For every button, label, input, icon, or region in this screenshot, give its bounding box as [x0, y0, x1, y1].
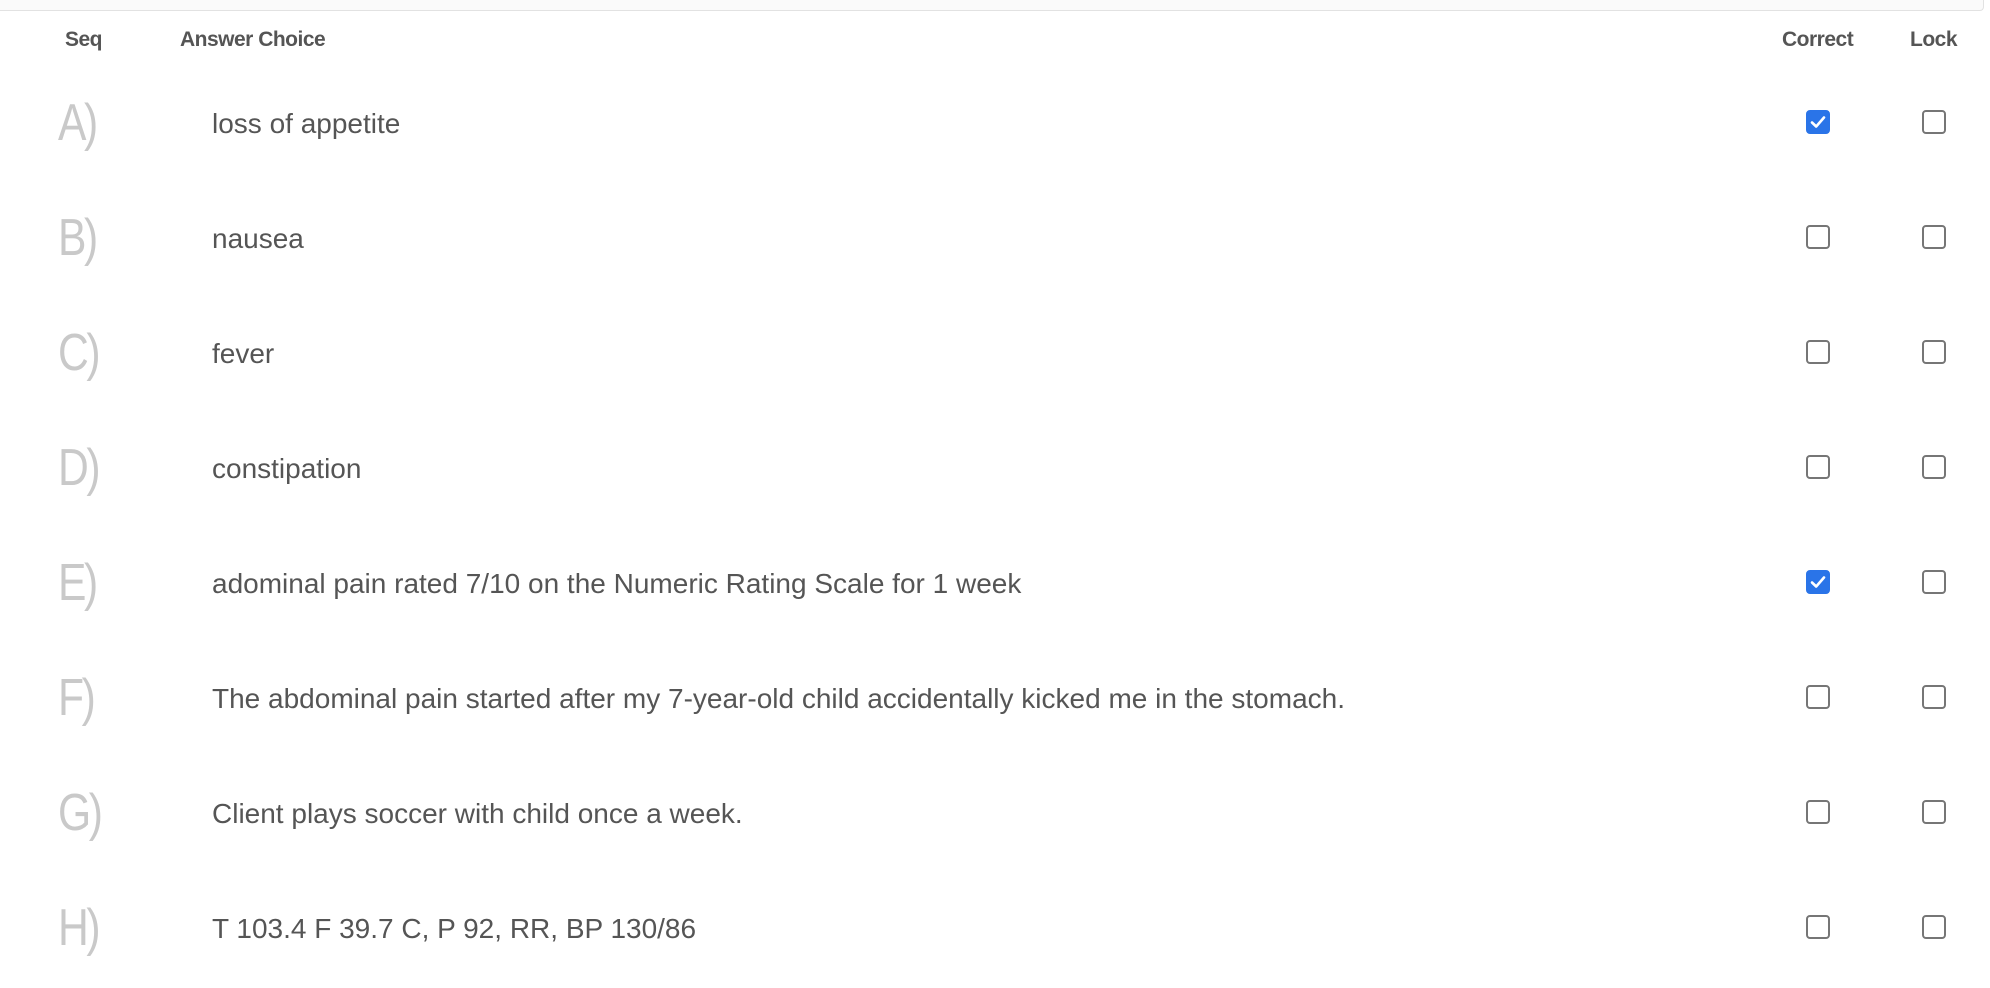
- answer-text: adominal pain rated 7/10 on the Numeric Rating Scale for 1 week: [212, 568, 1022, 599]
- header-correct: Correct: [1782, 28, 1854, 51]
- top-panel-edge: [0, 0, 1984, 11]
- table-row: [0, 66, 1990, 181]
- table-row: [0, 756, 1990, 871]
- answer-text: The abdominal pain started after my 7-year-old child accidentally kicked me in the stomach.: [212, 683, 1345, 714]
- lock-checkbox[interactable]: [1922, 685, 1946, 709]
- lock-checkbox[interactable]: [1922, 570, 1946, 594]
- table-row: [0, 411, 1990, 526]
- lock-checkbox[interactable]: [1922, 110, 1946, 134]
- correct-checkbox[interactable]: [1806, 225, 1830, 249]
- lock-checkbox[interactable]: [1922, 340, 1946, 364]
- answer-text: Client plays soccer with child once a week.: [212, 798, 743, 829]
- lock-checkbox[interactable]: [1922, 800, 1946, 824]
- correct-checkbox[interactable]: [1806, 915, 1830, 939]
- seq-label: H): [58, 899, 99, 957]
- lock-checkbox[interactable]: [1922, 915, 1946, 939]
- correct-checkbox[interactable]: [1806, 455, 1830, 479]
- answer-text: fever: [212, 338, 275, 369]
- header-answer-choice: Answer Choice: [180, 28, 326, 51]
- seq-label: G): [58, 784, 101, 842]
- seq-label: C): [58, 324, 99, 382]
- seq-label: B): [58, 209, 96, 267]
- header-lock: Lock: [1910, 28, 1958, 51]
- checkmark-icon: [1808, 572, 1828, 592]
- table-row: [0, 641, 1990, 756]
- table-row: [0, 871, 1990, 986]
- checkmark-icon: [1808, 112, 1828, 132]
- seq-label: E): [58, 554, 96, 612]
- lock-checkbox[interactable]: [1922, 225, 1946, 249]
- table-row: [0, 181, 1990, 296]
- seq-label: F): [58, 669, 94, 727]
- correct-checkbox[interactable]: [1806, 800, 1830, 824]
- correct-checkbox[interactable]: [1806, 685, 1830, 709]
- table-row: [0, 296, 1990, 411]
- correct-checkbox[interactable]: [1806, 570, 1830, 594]
- answer-text: nausea: [212, 223, 304, 254]
- lock-checkbox[interactable]: [1922, 455, 1946, 479]
- correct-checkbox[interactable]: [1806, 340, 1830, 364]
- table-row: [0, 526, 1990, 641]
- answer-text: loss of appetite: [212, 108, 401, 139]
- seq-label: A): [58, 94, 96, 152]
- correct-checkbox[interactable]: [1806, 110, 1830, 134]
- header-seq: Seq: [65, 28, 103, 51]
- answer-text: constipation: [212, 453, 362, 484]
- answer-text: T 103.4 F 39.7 C, P 92, RR, BP 130/86: [212, 913, 697, 944]
- seq-label: D): [58, 439, 99, 497]
- table-header: [0, 28, 1990, 56]
